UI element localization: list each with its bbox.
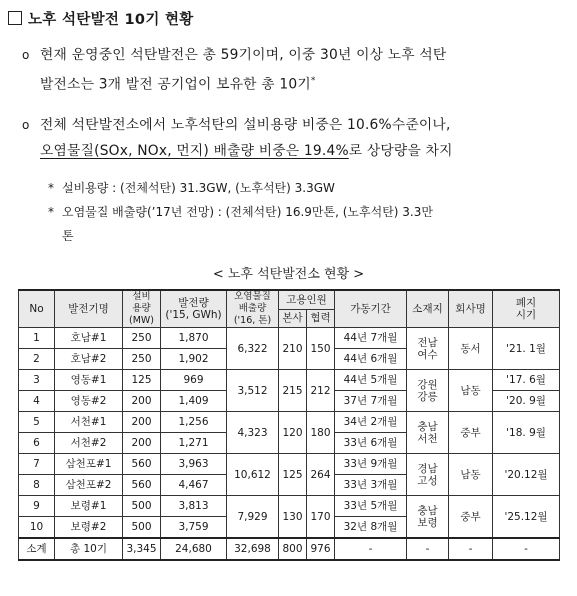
cell-total-period: -: [335, 538, 407, 560]
cell-plant: 영동#2: [55, 391, 123, 412]
note-capacity: [48, 176, 562, 200]
cell-generation: 3,759: [161, 517, 227, 539]
cell-generation: 969: [161, 370, 227, 391]
cell-no: 9: [19, 496, 55, 517]
cell-period: 34년 2개월: [335, 412, 407, 433]
note-pollution-line2: 톤: [62, 229, 74, 243]
cell-location: 강원 강릉: [407, 370, 449, 412]
paragraph-2: [22, 112, 560, 164]
cell-pollution: 3,512: [227, 370, 279, 412]
cell-hq: 210: [279, 328, 307, 370]
cell-period: 32년 8개월: [335, 517, 407, 539]
table-caption: < 노후 석탄발전소 현황 >: [212, 267, 365, 282]
cell-hq: 215: [279, 370, 307, 412]
cell-period: 37년 7개월: [335, 391, 407, 412]
cell-company: 중부: [449, 496, 493, 539]
note-star: *: [48, 205, 54, 219]
cell-generation: 1,870: [161, 328, 227, 349]
cell-pollution: 7,929: [227, 496, 279, 539]
cell-generation: 4,467: [161, 475, 227, 496]
cell-capacity: 560: [123, 454, 161, 475]
cell-capacity: 125: [123, 370, 161, 391]
checkbox-square-icon: [8, 11, 22, 25]
cell-period: 44년 7개월: [335, 328, 407, 349]
cell-plant: 삼천포#2: [55, 475, 123, 496]
table-row: [19, 454, 560, 475]
cell-company: 남동: [449, 454, 493, 496]
cell-location: 충남 서천: [407, 412, 449, 454]
cell-no: 6: [19, 433, 55, 454]
cell-period: 44년 5개월: [335, 370, 407, 391]
cell-closure: '20. 9월: [493, 391, 560, 412]
cell-pollution: 6,322: [227, 328, 279, 370]
cell-total-location: -: [407, 538, 449, 560]
cell-closure: '17. 6월: [493, 370, 560, 391]
bullet-circle: o: [22, 48, 30, 62]
footnote-mark: *: [310, 76, 316, 86]
cell-no: 10: [19, 517, 55, 539]
cell-company: 동서: [449, 328, 493, 370]
cell-hq: 120: [279, 412, 307, 454]
cell-closure: '25.12월: [493, 496, 560, 539]
table-row: [19, 496, 560, 517]
cell-period: 33년 9개월: [335, 454, 407, 475]
header-generation: 발전량 ('15, GWh): [161, 290, 227, 328]
paragraph-1: [22, 42, 560, 98]
cell-plant: 호남#2: [55, 349, 123, 370]
table-row: [19, 328, 560, 349]
cell-capacity: 200: [123, 412, 161, 433]
cell-plant: 보령#2: [55, 517, 123, 539]
cell-plant: 호남#1: [55, 328, 123, 349]
document-title: [8, 8, 194, 29]
cell-partner: 180: [307, 412, 335, 454]
cell-generation: 3,963: [161, 454, 227, 475]
total-row: [19, 538, 560, 560]
cell-total-pollution: 32,698: [227, 538, 279, 560]
cell-pollution: 4,323: [227, 412, 279, 454]
cell-plant: 서천#1: [55, 412, 123, 433]
title-text: 노후 석탄발전 10기 현황: [28, 12, 194, 28]
cell-generation: 1,256: [161, 412, 227, 433]
cell-location: 충남 보령: [407, 496, 449, 539]
bullet-circle: o: [22, 118, 30, 132]
cell-capacity: 500: [123, 496, 161, 517]
cell-generation: 1,271: [161, 433, 227, 454]
cell-total-label: 소계: [19, 538, 55, 560]
cell-capacity: 250: [123, 349, 161, 370]
note-capacity-text: 설비용량 : (전체석탄) 31.3GW, (노후석탄) 3.3GW: [62, 181, 335, 195]
cell-no: 5: [19, 412, 55, 433]
cell-location: 경남 고성: [407, 454, 449, 496]
header-no: No: [19, 290, 55, 328]
header-location: 소재지: [407, 290, 449, 328]
table-row: [19, 412, 560, 433]
paragraph-1-line2: 발전소는 3개 발전 공기업이 보유한 총 10기: [40, 76, 311, 93]
cell-plant: 영동#1: [55, 370, 123, 391]
header-capacity: 설비 용량 (MW): [123, 290, 161, 328]
cell-hq: 125: [279, 454, 307, 496]
paragraph-2-rest: 로 상당량을 차지: [348, 143, 453, 159]
cell-company: 남동: [449, 370, 493, 412]
cell-partner: 212: [307, 370, 335, 412]
cell-generation: 1,409: [161, 391, 227, 412]
cell-no: 4: [19, 391, 55, 412]
header-partner: 협력: [307, 309, 335, 327]
cell-total-hq: 800: [279, 538, 307, 560]
cell-generation: 3,813: [161, 496, 227, 517]
cell-total-generation: 24,680: [161, 538, 227, 560]
paragraph-1-line1: 현재 운영중인 석탄발전은 총 59기이며, 이중 30년 이상 노후 석탄: [40, 47, 447, 63]
cell-total-capacity: 3,345: [123, 538, 161, 560]
cell-total-company: -: [449, 538, 493, 560]
cell-closure: '21. 1월: [493, 328, 560, 370]
header-period: 가동기간: [335, 290, 407, 328]
cell-generation: 1,902: [161, 349, 227, 370]
cell-location: 전남 여수: [407, 328, 449, 370]
note-pollution-line1: 오염물질 배출량(’17년 전망) : (전체석탄) 16.9만톤, (노후석탄) 3.3만: [62, 205, 433, 219]
header-company: 회사명: [449, 290, 493, 328]
cell-total-plant: 총 10기: [55, 538, 123, 560]
header-hq: 본사: [279, 309, 307, 327]
cell-total-closure: -: [493, 538, 560, 560]
cell-capacity: 250: [123, 328, 161, 349]
cell-capacity: 200: [123, 391, 161, 412]
cell-period: 33년 3개월: [335, 475, 407, 496]
cell-no: 8: [19, 475, 55, 496]
cell-no: 3: [19, 370, 55, 391]
cell-total-partner: 976: [307, 538, 335, 560]
cell-period: 33년 5개월: [335, 496, 407, 517]
header-closure: 폐지 시기: [493, 290, 560, 328]
cell-partner: 150: [307, 328, 335, 370]
cell-no: 7: [19, 454, 55, 475]
note-star: *: [48, 181, 54, 195]
cell-capacity: 560: [123, 475, 161, 496]
plant-table: [18, 289, 560, 561]
header-employment: 고용인원: [279, 290, 335, 309]
cell-capacity: 200: [123, 433, 161, 454]
cell-no: 2: [19, 349, 55, 370]
cell-closure: '18. 9월: [493, 412, 560, 454]
cell-hq: 130: [279, 496, 307, 539]
cell-plant: 서천#2: [55, 433, 123, 454]
cell-closure: '20.12월: [493, 454, 560, 496]
note-pollution: [48, 200, 562, 248]
header-plant: 발전기명: [55, 290, 123, 328]
cell-period: 33년 6개월: [335, 433, 407, 454]
paragraph-2-line1: 전체 석탄발전소에서 노후석탄의 설비용량 비중은 10.6%수준이나,: [40, 117, 451, 133]
cell-partner: 170: [307, 496, 335, 539]
cell-no: 1: [19, 328, 55, 349]
cell-plant: 보령#1: [55, 496, 123, 517]
header-pollution: 오염물질 배출량 ('16, 톤): [227, 290, 279, 328]
paragraph-2-underlined: 오염물질(SOx, NOx, 먼지) 배출량 비중은 19.4%: [40, 143, 349, 159]
cell-pollution: 10,612: [227, 454, 279, 496]
cell-company: 중부: [449, 412, 493, 454]
cell-capacity: 500: [123, 517, 161, 539]
table-row: [19, 370, 560, 391]
cell-partner: 264: [307, 454, 335, 496]
cell-period: 44년 6개월: [335, 349, 407, 370]
cell-plant: 삼천포#1: [55, 454, 123, 475]
